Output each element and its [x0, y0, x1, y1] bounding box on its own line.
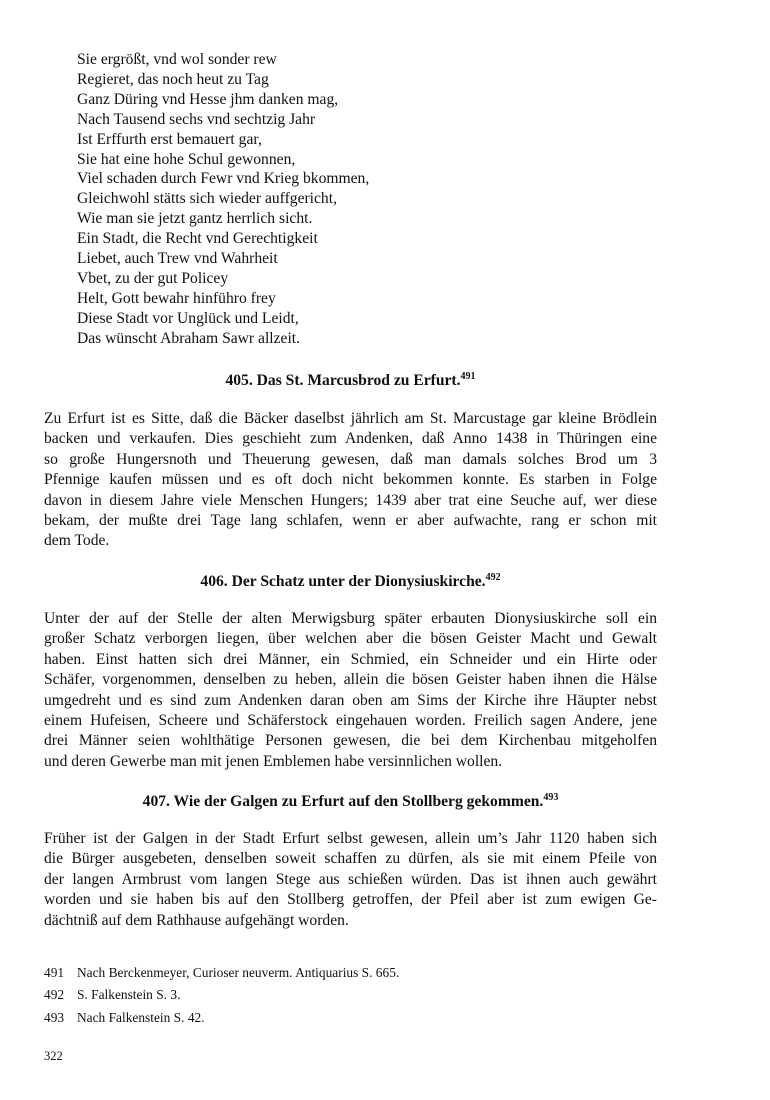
text-line: backen und verkaufen. Dies geschieht zum Andenken, daß Anno 1438 in Thüringen eine	[44, 430, 657, 448]
poem-line: Vbet, zu der gut Policey	[77, 269, 229, 287]
section-heading	[44, 792, 657, 812]
text-line: worden und sie haben bis auf den Stollberg getroffen, der Pfeil aber ist zum ewigen Ge-	[44, 891, 657, 909]
poem-line: Helt, Gott bewahr hinführo frey	[77, 289, 276, 307]
footnote-marker[interactable]: 491	[460, 371, 476, 382]
text-line: haben. Einst hatten sich drei Männer, ein Schmied, ein Schneider und ein Hirte oder	[44, 650, 657, 668]
poem-line: Nach Tausend sechs vnd sechtzig Jahr	[77, 110, 316, 128]
text-line: Pfennige kaufen müssen und es oft doch nicht bekommen konnte. Es starben in Folge	[44, 471, 657, 489]
footnotes	[44, 962, 657, 1029]
poem-line: Ganz Düring vnd Hesse jhm danken mag,	[77, 90, 339, 108]
poem-line: Sie ergrößt, vnd wol sonder rew	[77, 51, 277, 68]
text-line: Früher ist der Galgen in der Stadt Erfurt selbst gewesen, allein um’s Jahr 1120 haben sich	[44, 830, 657, 847]
text-line: umgedreht und es sind zum Andenken daran oben am Sims der Kirche ihre Häupter nebst	[44, 691, 657, 709]
footnote	[44, 1007, 657, 1029]
poem-line: Sie hat eine hohe Schul gewonnen,	[77, 150, 296, 168]
text-line: Zu Erfurt ist es Sitte, daß die Bäcker daselbst jährlich am St. Marcustage gar kleine Brödlein	[44, 410, 657, 427]
poem-line: Liebet, auch Trew vnd Wahrheit	[77, 250, 278, 268]
poem-line: Viel schaden durch Fewr vnd Krieg bkommen,	[77, 170, 370, 188]
text-line: und deren Gewerbe man mit jenen Emblemen habe versinnlichen wollen.	[44, 752, 503, 770]
section-paragraph	[44, 609, 657, 772]
text-line: drei Männer seien wohlthätige Personen gewesen, die bei dem Kirchenbau mitgeholfen	[44, 732, 657, 750]
poem-line: Gleichwohl stätts sich wieder auffgericht,	[77, 190, 337, 208]
footnote-number: 491	[44, 965, 65, 980]
text-line: großer Schatz verborgen liegen, über welchen aber die bösen Geister Macht und Gewalt	[44, 630, 657, 648]
poem	[77, 50, 677, 349]
footnote-marker[interactable]: 492	[485, 572, 501, 583]
footnote-text: Nach Falkenstein S. 42.	[77, 1009, 205, 1025]
section-paragraph	[44, 409, 657, 552]
text-line: einem Hufeisen, Scheere und Schäferstock eingehauen worden. Freilich sagen Andere, jene	[44, 712, 657, 730]
footnote-text: S. Falkenstein S. 3.	[77, 987, 181, 1003]
footnote-text: Nach Berckenmeyer, Curioser neuverm. Antiquarius S. 665.	[77, 965, 400, 980]
text-line: die Bürger ausgebeten, denselben soweit schaffen zu dürfen, als sie mit einem Pfeile von	[44, 850, 657, 868]
page-number: 322	[44, 1049, 63, 1063]
section-title: 407. Wie der Galgen zu Erfurt auf den Stollberg gekommen.	[142, 793, 544, 810]
poem-line: Das wünscht Abraham Sawr allzeit.	[77, 329, 301, 347]
poem-line: Ein Stadt, die Recht vnd Gerechtigkeit	[77, 230, 318, 248]
text-line: Schäfer, vorgenommen, denselben zu heben, allein die bösen Geister haben ihnen die Hälse	[44, 671, 657, 689]
text-line: dächtniß auf dem Rathhause aufgehängt worden.	[44, 911, 349, 929]
footnote-number: 492	[44, 987, 65, 1003]
section-paragraph	[44, 829, 657, 931]
poem-line: Wie man sie jetzt gantz herrlich sicht.	[77, 210, 313, 228]
section-title: 406. Der Schatz unter der Dionysiuskirche.	[200, 573, 486, 590]
text-line: der langen Armbrust vom langen Stege aus schießen würden. Das ist ihnen auch gewährt	[44, 870, 657, 888]
footnote-marker[interactable]: 493	[543, 792, 559, 803]
footnote	[44, 984, 657, 1006]
text-line: Unter der auf der Stelle der alten Merwigsburg später erbauten Dionysiuskirche soll ein	[44, 610, 657, 627]
text-line: davon in diesem Jahre viele Menschen Hungers; 1439 aber trat eine Seuche auf, wer diese	[44, 491, 657, 509]
footnote	[44, 962, 657, 984]
poem-line: Regieret, das noch heut zu Tag	[77, 70, 269, 88]
section-heading	[44, 371, 657, 391]
section-title: 405. Das St. Marcusbrod zu Erfurt.	[225, 372, 461, 389]
poem-line: Ist Erffurth erst bemauert gar,	[77, 130, 262, 148]
footnote-number: 493	[44, 1009, 65, 1025]
section-heading	[44, 572, 657, 592]
text-line: dem Tode.	[44, 532, 110, 550]
poem-line: Diese Stadt vor Unglück und Leidt,	[77, 309, 299, 327]
text-line: so große Hungersnoth und Theuerung gewesen, daß man damals solches Brod um 3	[44, 450, 657, 468]
text-line: bekam, der mußte drei Tage lang schlafen, wenn er aber aufwachte, rang er schon mit	[44, 512, 657, 530]
